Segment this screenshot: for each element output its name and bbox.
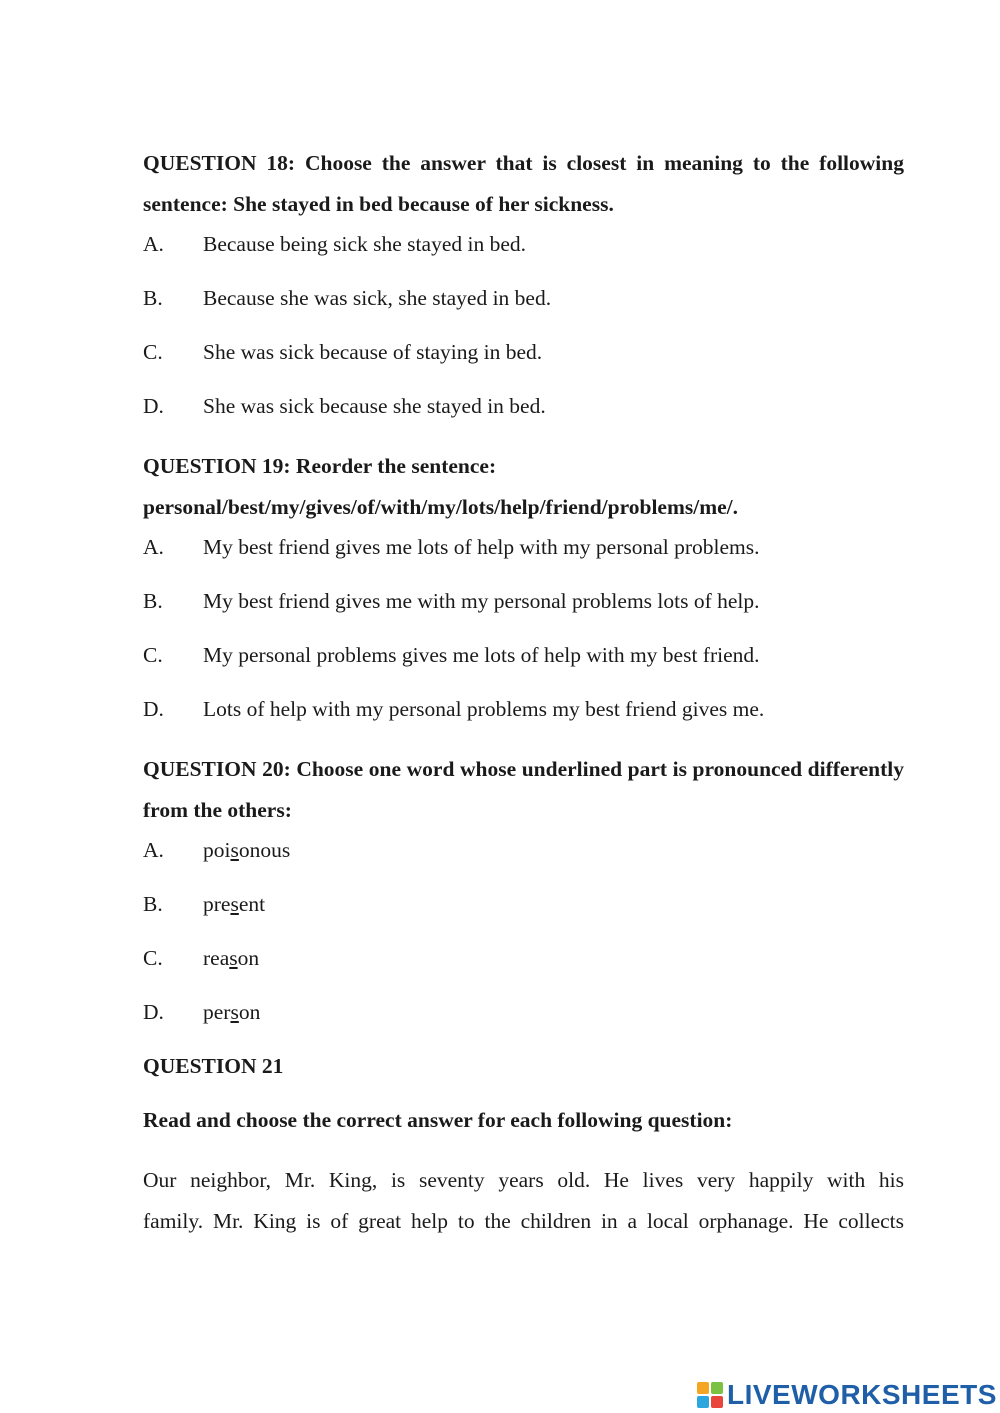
liveworksheets-logo [697, 1378, 997, 1412]
underlined-letter: s [230, 1000, 239, 1024]
reading-passage [143, 1160, 904, 1242]
question-21-heading: QUESTION 21 [143, 1054, 284, 1078]
word-part: per [203, 1000, 231, 1024]
word-part: on [238, 1000, 261, 1024]
question-19-title-line1: QUESTION 19: Reorder the sentence: [143, 454, 497, 478]
question-21-instruction: Read and choose the correct answer for each following question: [143, 1108, 733, 1132]
option-text: My best friend gives me with my personal problems lots of help. [203, 589, 760, 613]
q18-option-c[interactable] [143, 338, 904, 392]
question-20-options [143, 836, 904, 1052]
option-letter: B. [143, 286, 163, 310]
question-19-title [143, 446, 904, 528]
question-19-title-line2: personal/best/my/gives/of/with/my/lots/help/friend/problems/me/. [143, 495, 739, 519]
option-word [203, 998, 260, 1026]
underlined-letter: s [230, 892, 239, 916]
word-part: rea [203, 946, 230, 970]
q19-option-c[interactable] [143, 641, 904, 695]
option-text: Lots of help with my personal problems my best friend gives me. [203, 697, 765, 721]
option-text: My personal problems gives me lots of help with my best friend. [203, 643, 760, 667]
q18-option-d[interactable] [143, 392, 904, 446]
q20-option-d[interactable] [143, 998, 904, 1052]
passage-line-1: Our neighbor, Mr. King, is seventy years old. He lives very happily with his [143, 1168, 904, 1192]
option-text: Because she was sick, she stayed in bed. [203, 286, 552, 310]
option-letter: D. [143, 394, 164, 418]
option-letter: A. [143, 232, 164, 256]
option-letter: D. [143, 697, 164, 721]
option-word [203, 890, 265, 918]
q19-option-a[interactable] [143, 533, 904, 587]
option-letter: A. [143, 838, 164, 862]
word-part: ent [238, 892, 266, 916]
question-18-title: QUESTION 18: Choose the answer that is closest in meaning to the following sentence: She stayed in bed because of her sickness. [143, 151, 904, 216]
question-19-options [143, 533, 904, 749]
option-letter: D. [143, 1000, 164, 1024]
option-letter: B. [143, 892, 163, 916]
option-letter: C. [143, 340, 163, 364]
logo-square-icon [697, 1382, 709, 1394]
option-word [203, 836, 290, 864]
option-letter: C. [143, 946, 163, 970]
logo-square-icon [697, 1396, 709, 1408]
logo-square-icon [711, 1382, 723, 1394]
q19-option-d[interactable] [143, 695, 904, 749]
word-part: onous [238, 838, 291, 862]
word-part: pre [203, 892, 231, 916]
passage-line-2: family. Mr. King is of great help to the children in a local orphanage. He collects [143, 1209, 904, 1233]
option-text: She was sick because she stayed in bed. [203, 394, 546, 418]
option-letter: A. [143, 535, 164, 559]
q20-option-a[interactable] [143, 836, 904, 890]
q20-option-b[interactable] [143, 890, 904, 944]
brand-name: LIVEWORKSHEETS [727, 1379, 997, 1410]
word-part: poi [203, 838, 231, 862]
option-text: She was sick because of staying in bed. [203, 340, 543, 364]
underlined-letter: s [230, 838, 239, 862]
question-20-title: QUESTION 20: Choose one word whose underlined part is pronounced differently from the others: [143, 757, 904, 822]
option-letter: B. [143, 589, 163, 613]
q18-option-b[interactable] [143, 284, 904, 338]
q20-option-c[interactable] [143, 944, 904, 998]
worksheet-page [143, 143, 904, 1242]
q19-option-b[interactable] [143, 587, 904, 641]
option-letter: C. [143, 643, 163, 667]
liveworksheets-logo-icon [697, 1382, 723, 1408]
option-text: My best friend gives me lots of help with my personal problems. [203, 535, 760, 559]
word-part: on [237, 946, 260, 970]
option-text: Because being sick she stayed in bed. [203, 232, 527, 256]
logo-square-icon [711, 1396, 723, 1408]
option-word [203, 944, 259, 972]
underlined-letter: s [229, 946, 238, 970]
q18-option-a[interactable] [143, 230, 904, 284]
question-18-options [143, 230, 904, 446]
